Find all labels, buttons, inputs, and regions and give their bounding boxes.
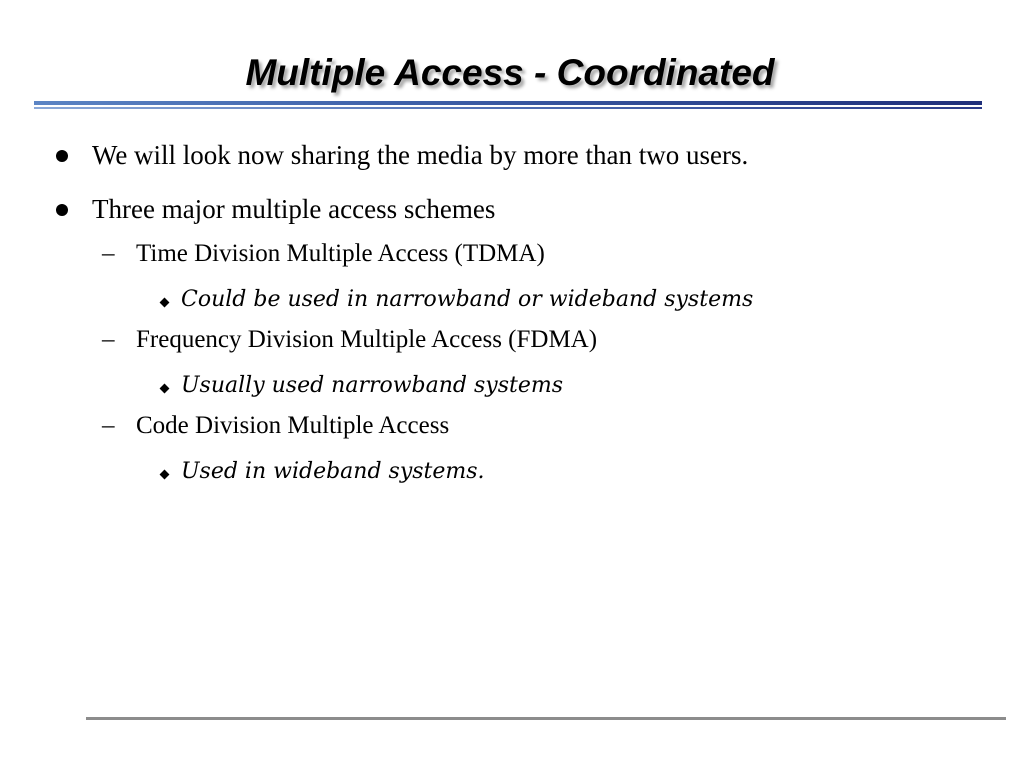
sub-bullet-item <box>102 410 450 442</box>
detail-text: Usually used narrowband systems <box>181 373 564 398</box>
bullet-text: We will look now sharing the media by more than two users. <box>92 140 749 170</box>
bullet-dot-icon <box>56 150 68 162</box>
slide-title: Multiple Access - Coordinated <box>245 52 775 93</box>
dash-marker: – <box>102 240 115 267</box>
detail-item <box>181 457 485 487</box>
dash-marker: – <box>102 326 115 353</box>
bullet-item <box>92 137 748 173</box>
sub-bullet-item <box>102 324 598 356</box>
detail-text: Could be used in narrowband or wideband systems <box>181 287 754 312</box>
detail-text: Used in wideband systems. <box>181 459 485 484</box>
detail-item <box>181 371 563 401</box>
sub-bullet-item <box>102 238 545 270</box>
diamond-bullet-icon <box>160 384 170 394</box>
bullet-text: Three major multiple access schemes <box>92 194 496 224</box>
diamond-bullet-icon <box>160 298 170 308</box>
bullet-item <box>92 191 495 227</box>
sub-bullet-text: Code Division Multiple Access <box>136 412 450 439</box>
footer-divider <box>86 717 1006 720</box>
dash-marker: – <box>102 412 115 439</box>
detail-item <box>181 285 753 315</box>
diamond-bullet-icon <box>160 470 170 480</box>
bullet-dot-icon <box>56 204 68 216</box>
sub-bullet-text: Frequency Division Multiple Access (FDMA) <box>136 326 598 353</box>
sub-bullet-text: Time Division Multiple Access (TDMA) <box>136 240 545 267</box>
